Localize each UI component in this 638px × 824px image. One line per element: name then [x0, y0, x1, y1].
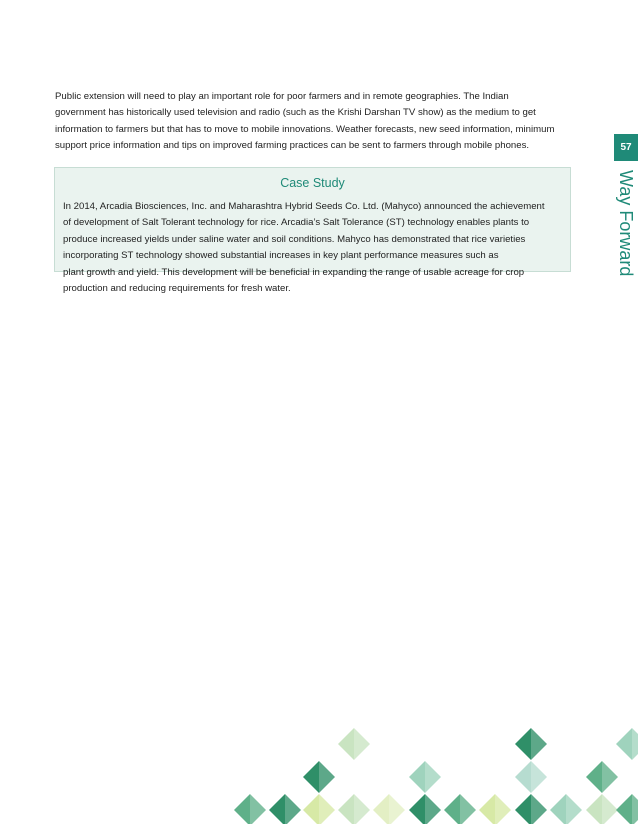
diamond-shape	[425, 761, 441, 793]
diamond-shape	[495, 794, 511, 824]
page-number: 57	[614, 134, 638, 161]
case-study-line: plant growth and yield. This development will be beneficial in expanding the range of usable acreage for crop	[63, 266, 525, 278]
case-study-line: In 2014, Arcadia Biosciences, Inc. and Maharashtra Hybrid Seeds Co. Ltd. (Mahyco) announced the achievement	[63, 201, 545, 212]
intro-line: information to farmers but that has to move to mobile innovations. Weather forecasts, new seed information, minimum	[55, 123, 555, 135]
intro-line: Public extension will need to play an important role for poor farmers and in remote geographies. The Indian	[55, 91, 509, 102]
case-study-line: incorporating ST technology showed substantial increases in key plant performance measures such as	[63, 250, 499, 262]
diamond-shape	[319, 761, 335, 793]
diamond-shape	[531, 761, 547, 793]
diamond-shape	[531, 728, 547, 760]
case-study-line: produce increased yields under saline water and soil conditions. Mahyco has demonstrated that rice varieties	[63, 233, 526, 245]
diamond-shape	[303, 794, 319, 824]
diamond-shape	[515, 728, 531, 760]
diamond-shape	[425, 794, 441, 824]
diamond-shape	[285, 794, 301, 824]
diamond-shape	[338, 728, 354, 760]
section-label: Way Forward	[616, 170, 636, 277]
diamond-shape	[234, 794, 250, 824]
diamond-shape	[550, 794, 566, 824]
diamond-shape	[515, 794, 531, 824]
diamond-shape	[531, 794, 547, 824]
diamond-shape	[616, 794, 632, 824]
diamond-shape	[444, 794, 460, 824]
diamond-shape	[602, 761, 618, 793]
intro-line: government has historically used television and radio (such as the Krishi Darshan TV show) as the medium to get	[55, 107, 536, 119]
diamond-shape	[616, 728, 632, 760]
diamond-shape	[586, 794, 602, 824]
diamond-shape	[602, 794, 618, 824]
diamond-shape	[460, 794, 476, 824]
case-study-title: Case Study	[280, 176, 345, 190]
diamond-shape	[409, 761, 425, 793]
diamond-shape	[409, 794, 425, 824]
diamond-shape	[250, 794, 266, 824]
diamond-shape	[338, 794, 354, 824]
diamond-shape	[515, 761, 531, 793]
diamond-shape	[566, 794, 582, 824]
diamond-shape	[632, 794, 638, 824]
diamond-shape	[319, 794, 335, 824]
diamond-shape	[269, 794, 285, 824]
diamond-shape	[354, 794, 370, 824]
diamond-shape	[479, 794, 495, 824]
diamond-shape	[632, 728, 638, 760]
case-study-line: of development of Salt Tolerant technology for rice. Arcadia’s Salt Tolerance (ST) technology enables plants to	[63, 217, 530, 229]
diamond-shape	[354, 728, 370, 760]
diamond-shape	[303, 761, 319, 793]
diamond-shape	[373, 794, 389, 824]
diamond-shape	[389, 794, 405, 824]
intro-line: support price information and tips on improved farming practices can be sent to farmers through mobile phones.	[55, 140, 530, 152]
diamond-shape	[586, 761, 602, 793]
case-study-line: production and reducing requirements for fresh water.	[63, 283, 291, 295]
